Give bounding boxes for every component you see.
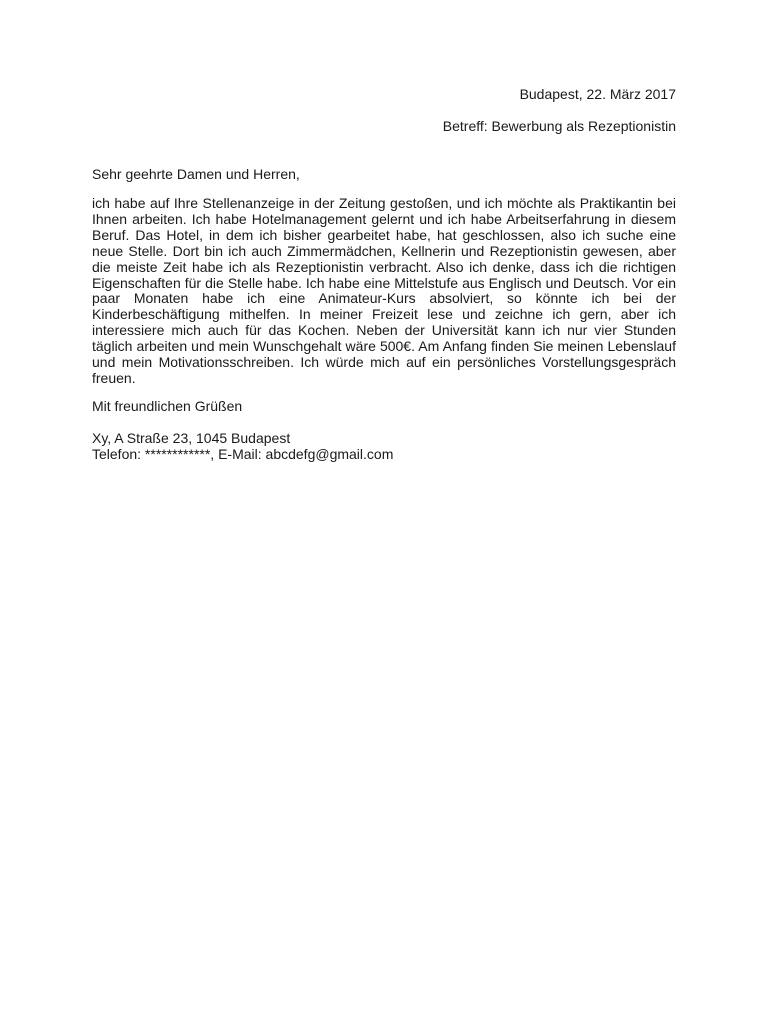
letter-salutation: Sehr geehrte Damen und Herren,: [92, 166, 300, 182]
sender-contact: Telefon: ************, E-Mail: abcdefg@gmail.com: [92, 446, 394, 462]
letter-body: ich habe auf Ihre Stellenanzeige in der Zeitung gestoßen, und ich möchte als Praktikantin bei Ihnen arbeiten. Ich habe Hotelmanagement gelernt und ich habe Arbeitserfahrung in diesem Beruf. Das Hotel, in dem ich bisher gearbeitet habe, hat geschlossen, also ich suche eine neue Stelle. Dort bin ich auch Zimmermädchen, Kellnerin und Rezeptionistin gewesen, aber die meiste Zeit habe ich als Rezeptionistin verbracht. Also ich denke, dass ich die richtigen Eigenschaften für die Stelle habe. Ich habe eine Mittelstufe aus Englisch und Deutsch. Vor ein paar Monaten habe ich eine Animateur-Kurs absolviert, so könnte ich bei der Kinderbeschäftigung mithelfen. In meiner Freizeit lese und zeichne ich gern, aber ich interessiere mich auch für das Kochen. Neben der Universität kann ich nur vier Stunden täglich arbeiten und mein Wunschgehalt wäre 500€. Am Anfang finden Sie meinen Lebenslauf und mein Motivationsschreiben. Ich würde mich auf ein persönliches Vorstellungsgespräch freuen.: [92, 195, 676, 386]
letter-closing: Mit freundlichen Grüßen: [92, 398, 243, 414]
letter-subject: Betreff: Bewerbung als Rezeptionistin: [442, 118, 676, 134]
sender-address: Xy, A Straße 23, 1045 Budapest: [92, 430, 291, 446]
letter-date: Budapest, 22. März 2017: [519, 86, 676, 102]
